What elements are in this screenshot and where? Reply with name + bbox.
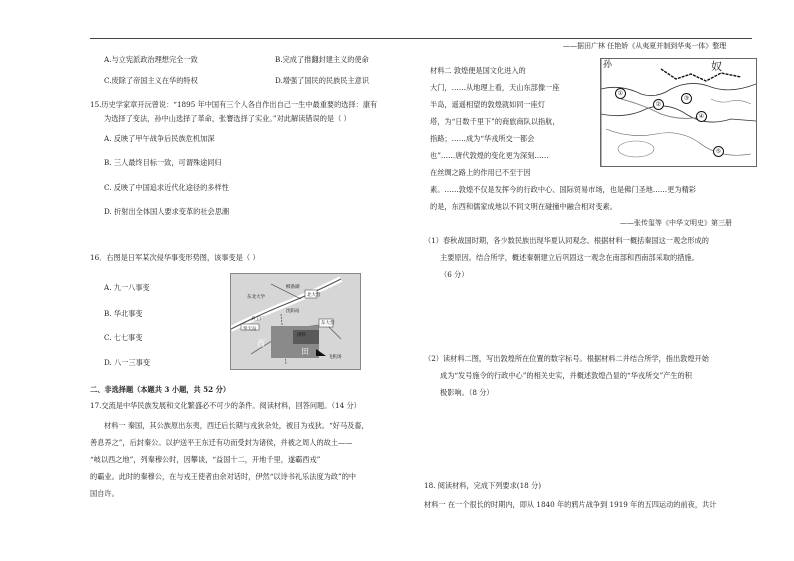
- q17-material1-line4: 的霸业。此时的秦穆公，在与戎王使者由余对话时，伊然“以诗书礼乐法度为政”的中: [90, 472, 357, 481]
- q15-option-d: D. 折射出全体国人要求变革的社会思潮: [104, 207, 230, 216]
- q15-option-a: A. 反映了甲午战争后民族危机加深: [104, 134, 215, 143]
- q14-option-d: D.增强了国民的民族民主意识: [275, 76, 370, 85]
- q17-sub1-line1: （1）春秋战国时期，各少数民族出现华夏认同观念。根据材料一概括秦国这一观念形成的: [424, 236, 709, 245]
- q17-material2-line3: 半岛，遥遥相望的敦煌就如同一座灯: [430, 100, 546, 109]
- q17-sub2-line2: 成为“发号施令的行政中心”的相关史实，并概述敦煌凸显的“华戎所交”产生的积: [440, 371, 692, 380]
- map-label-mantie: 满铁: [297, 333, 306, 338]
- q17-material2-line6: 也”……唐代敦煌的变化更为深刻……: [430, 151, 549, 160]
- q17-material1-line2: 善息养之”，后封秦公。以护送平王东迁有功而受封为诸侯，并被之周人的故土——: [90, 438, 353, 447]
- q17-material1-line5: 国自许。: [90, 489, 119, 498]
- q15-stem-line1: 15.历史学家章开沅曾说：“1895 年中国有三个人各自作出自己一生中最重要的选择：康有: [90, 100, 378, 109]
- q17-material2-line1: 材料二 敦煌便是国文化进入的: [430, 66, 526, 75]
- q18-stem: 18. 阅读材料，完成下列要求(18 分): [424, 481, 542, 490]
- silk-road-map-graphic: [601, 59, 756, 166]
- q17-sub2-line1: （2）读材料二图，写出敦煌所在位置的数字标号。根据材料二并结合所学，指出敦煌开始: [424, 354, 709, 363]
- map-label-tian: 田: [301, 347, 309, 356]
- silk-road-map: [600, 58, 757, 167]
- q17-stem: 17.交流是中华民族发展和文化繁盛必不可少的条件。阅读材料，回答问题。（14 分）: [90, 401, 361, 410]
- map-label-liutiaohu: 柳条湖: [286, 285, 300, 290]
- map-label-fengtian: 奉天站: [243, 327, 257, 332]
- map-label-beidaying: 北大营: [307, 293, 321, 298]
- q16-option-b: B. 华北事变: [104, 309, 143, 318]
- q16-option-d: D. 八一三事变: [104, 358, 151, 367]
- q17-material1-line3: “岐以西之地”，列秦穆公时，因攀谈，“益国十二，开地千里，遂霸西戎”: [90, 455, 321, 464]
- q16-stem: 16．右图是日军某次侵华事变形势图，该事变是（ ）: [90, 253, 260, 262]
- map-label-shenyang: 沈阳站: [286, 309, 300, 314]
- q17-sub1-line3: （6 分）: [440, 270, 469, 279]
- map-label-univ: 东北大学: [247, 295, 265, 300]
- map-label-airport: 飞机场: [328, 355, 342, 360]
- q17-material1-line1: 材料一 秦国，其公族原出东夷，西迁后长期与戎狄杂处，被目为戎狄。“好马及畜，: [104, 421, 369, 430]
- q17-sub1-line2: 主要原因。结合所学，概述秦朝建立后巩固这一观念在南部和西南部采取的措施。: [440, 253, 699, 262]
- q16-option-c: C. 七七事变: [104, 333, 143, 342]
- q17-material2-line7: 在丝绸之路上的作用已不至于因: [430, 168, 531, 177]
- map-label-arsenal: 兵工厂: [251, 317, 265, 322]
- q15-stem-line2: 为选择了变法，孙中山选择了革命，张謇选择了实业。”对此解读错误的是（ ）: [104, 114, 351, 123]
- incident-map: [230, 273, 361, 370]
- q17-material2-line2: 大门，……从地理上看，天山东部像一座: [430, 83, 560, 92]
- map2-marker-4: ④: [696, 111, 707, 122]
- q17-sub2-line3: 极影响。（8 分）: [440, 388, 494, 397]
- section2-title: 二、非选择题（本题共 3 小题，共 52 分）: [90, 385, 231, 394]
- q17-material2-line9: 的是，东西和儒家成地以不同文明在碰撞中融合相对变素。: [430, 202, 617, 211]
- source-note: ——据田广林 任艳娇《从夷夏并制到华夷一体》整理: [563, 42, 727, 50]
- q14-option-a: A.与立宪派政治理想完全一致: [104, 55, 198, 64]
- q17-material2-line4: 塔，为“日数千里下”的商旅商队以指航，: [430, 117, 560, 126]
- map-label-xi: 西: [257, 339, 265, 348]
- q17-material2-cite: ——张传玺等《中华文明史》第三册: [620, 219, 732, 227]
- q15-option-b: B. 三人最终目标一致，可谓殊途同归: [104, 158, 222, 167]
- map2-label-nu: 奴: [711, 60, 722, 73]
- q15-option-c: C. 反映了中国追求近代化途径的多样性: [104, 183, 229, 192]
- q14-option-b: B.完成了推翻封建主义的使命: [275, 55, 369, 64]
- top-rule: [90, 38, 752, 39]
- q17-material2-line5: 指路；……成为“华戎所交一都会: [430, 134, 535, 143]
- q16-option-a: A. 九一八事变: [104, 283, 150, 292]
- q17-material2-line8: 素。……敦煌不仅是发挥今的行政中心、国际贸易市场，也是佛门圣地……更为精彩: [430, 185, 696, 194]
- map2-marker-1: ①: [615, 88, 626, 99]
- map-label-dongdaying: 东大营: [321, 321, 335, 326]
- map2-marker-2: ②: [653, 99, 664, 110]
- q18-material1: 材料一 在一个很长的时期内，即从 1840 年的鸦片战争到 1919 年的五四运动的前夜，共计: [424, 500, 717, 509]
- map2-marker-3: ③: [681, 93, 692, 104]
- map2-marker-5: ⑤: [713, 146, 724, 157]
- q14-option-c: C.废除了帝国主义在华的特权: [104, 76, 198, 85]
- map2-label-sun: 孙: [603, 60, 613, 70]
